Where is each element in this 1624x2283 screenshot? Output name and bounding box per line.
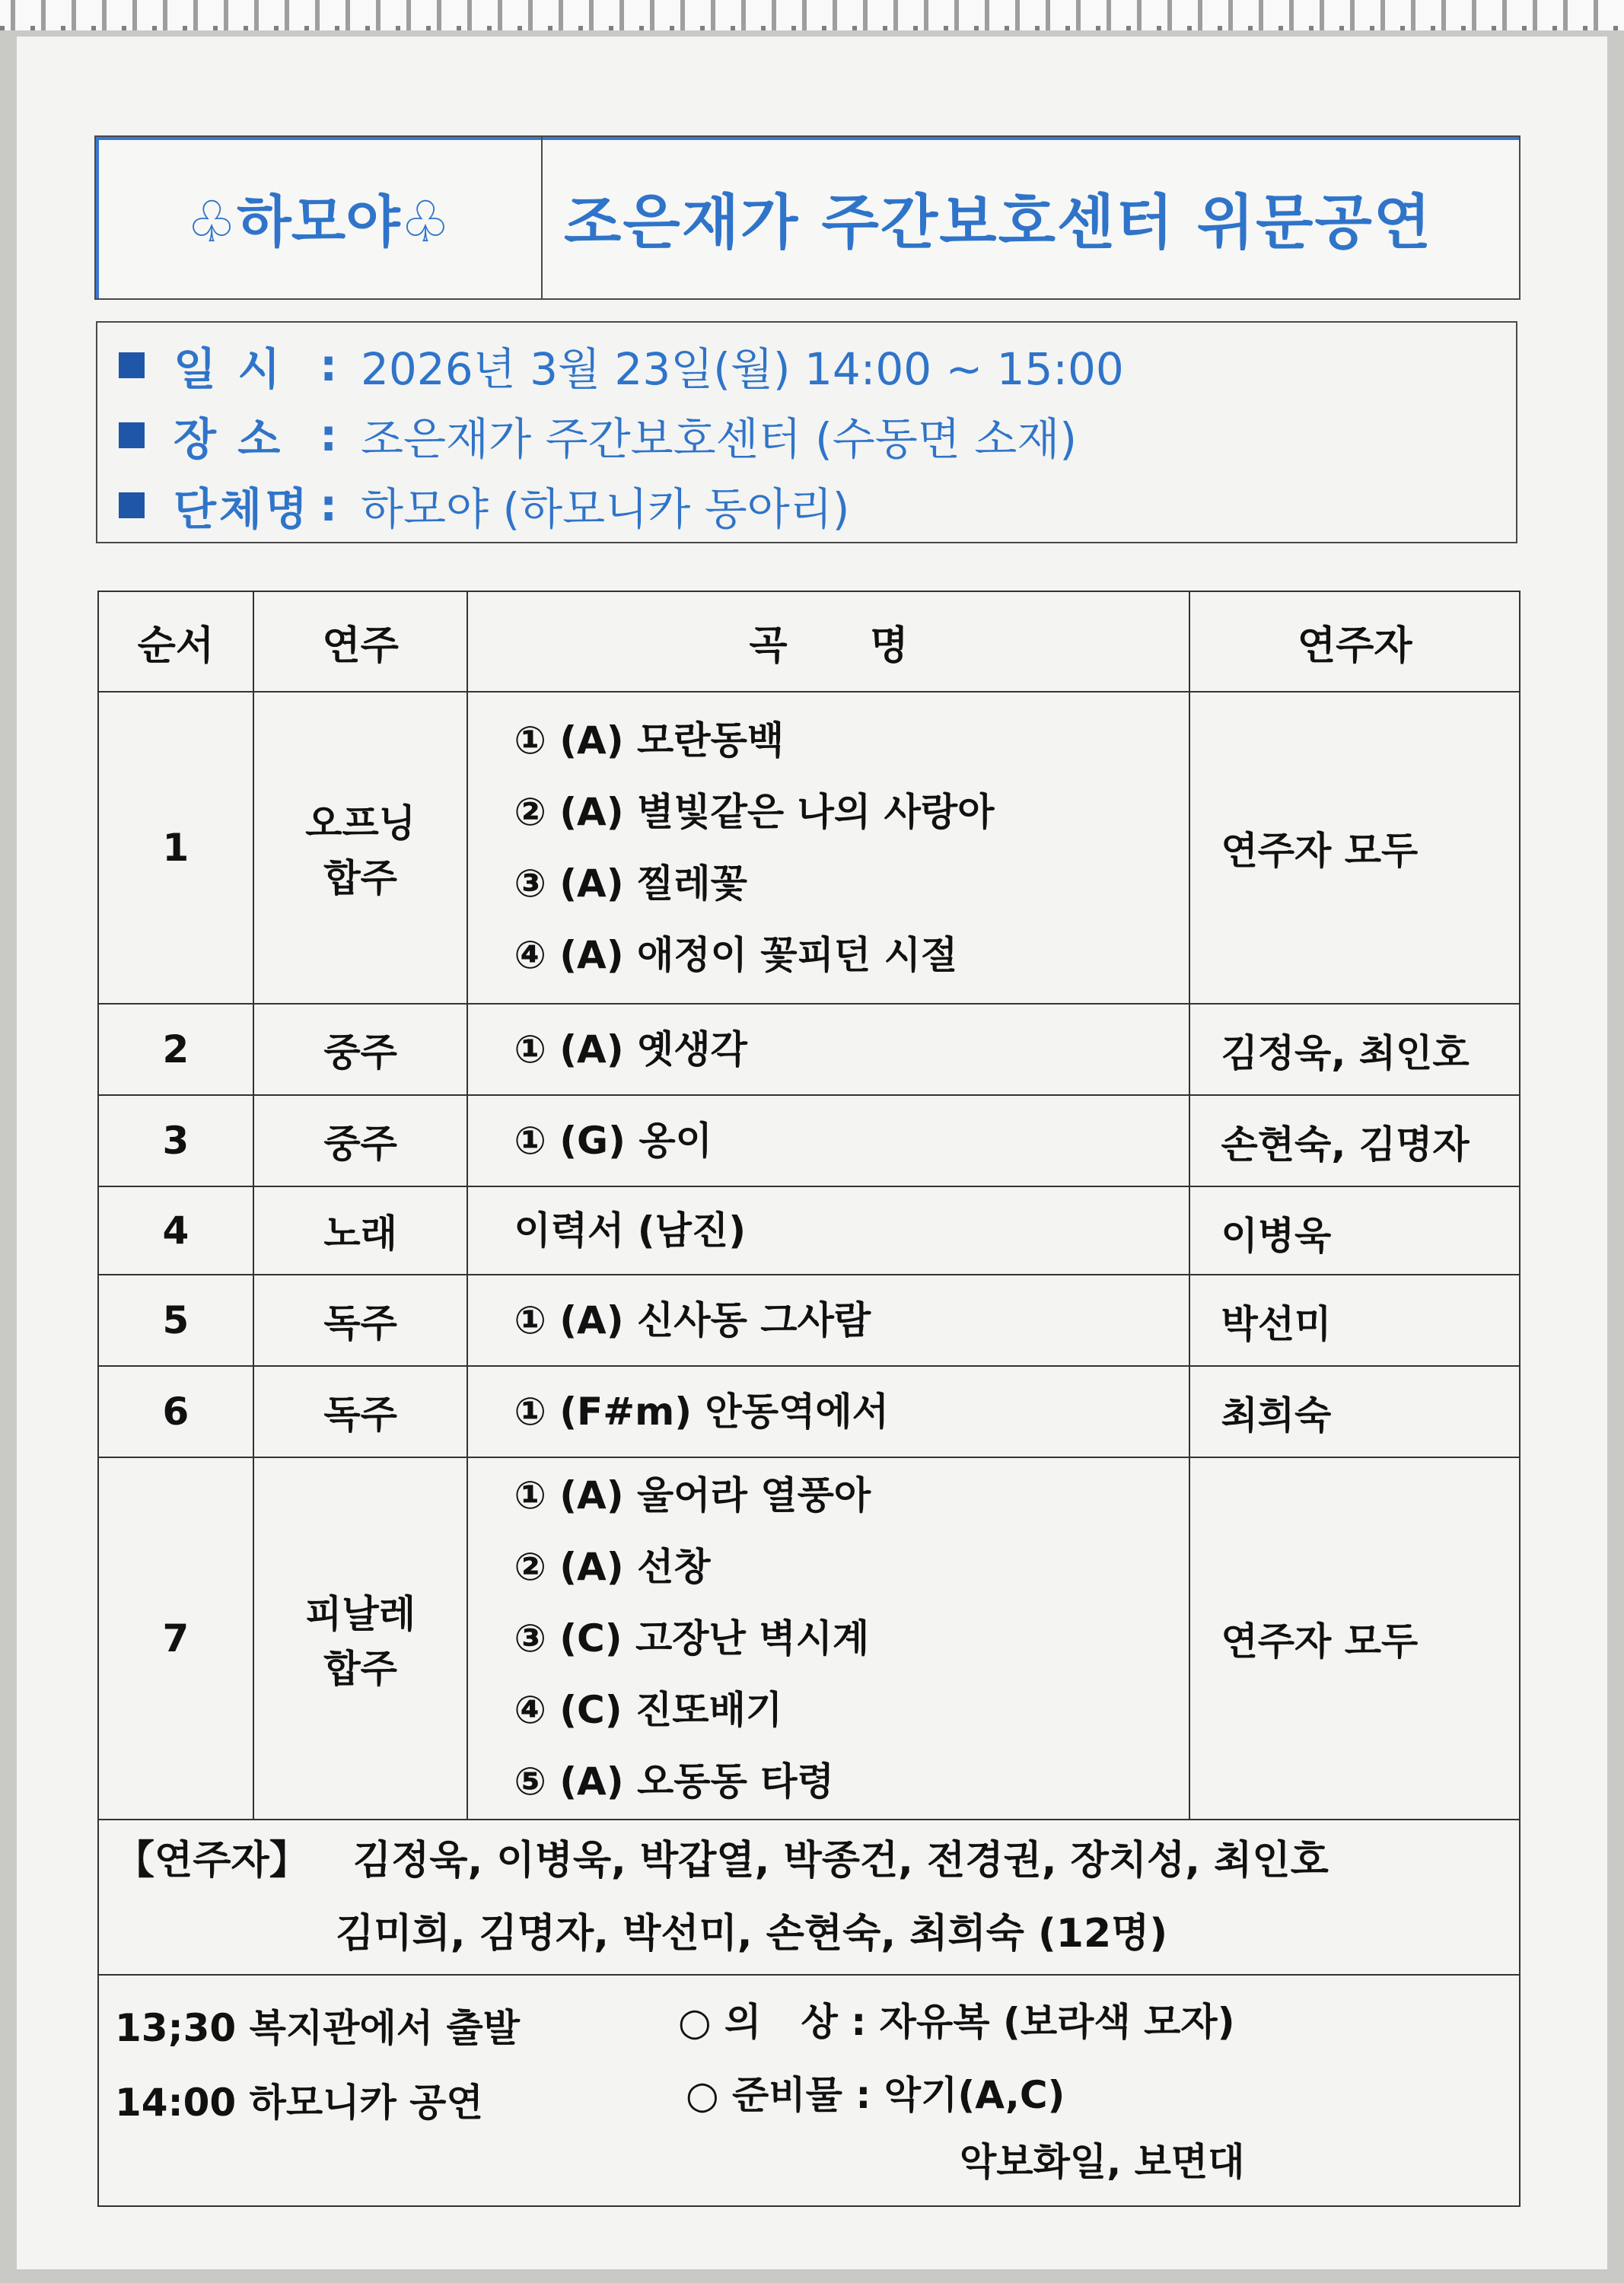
perform-line: 합주 [323, 1647, 397, 1691]
row-perform: 독주 [253, 1366, 468, 1457]
spiral-binding [0, 0, 1624, 30]
row-order: 6 [98, 1366, 253, 1457]
table-row [98, 1004, 1520, 1095]
row-perform: 독주 [253, 1275, 468, 1366]
table-row [98, 692, 1520, 1004]
header-order: 순서 [98, 591, 253, 692]
bullet-square-icon [119, 492, 145, 518]
note-dress: ○ 의 상 : 자유복 (보라색 모자) [678, 2000, 1235, 2044]
song-item: ① (A) 울어라 열풍아 [514, 1473, 871, 1517]
performers-names: 김정욱, 이병욱, 박갑열, 박종건, 전경권, 장치성, 최인호 [352, 1838, 1329, 1883]
row-songs [467, 1275, 1189, 1366]
performers-line2: 김미희, 김명자, 박선미, 손현숙, 최희숙 (12명) [336, 1911, 1168, 1957]
row-order: 4 [98, 1186, 253, 1275]
info-label: 단체명 [174, 483, 311, 535]
perform-line: 오프닝 [305, 801, 416, 845]
song-item: ⑤ (A) 오동동 타령 [514, 1759, 834, 1804]
notes-row [98, 1975, 1520, 2206]
song-item: ① (F#m) 안동역에서 [514, 1390, 889, 1434]
bullet-square-icon [119, 352, 145, 378]
song-item: ① (G) 옹이 [514, 1119, 712, 1163]
row-perform: 노래 [253, 1186, 468, 1275]
row-perform [253, 1457, 468, 1820]
row-perform: 중주 [253, 1004, 468, 1095]
info-row-place [97, 400, 1516, 470]
note-prep2: 악보화일, 보면대 [960, 2140, 1245, 2184]
song-item: ① (A) 옛생각 [514, 1027, 747, 1071]
notes-cell [98, 1975, 1520, 2206]
header-song: 곡 명 [467, 591, 1189, 692]
song-item: ① (A) 신사동 그사람 [514, 1298, 871, 1342]
info-value: 조은재가 주간보호센터 (수동면 소재) [361, 413, 1077, 465]
perform-line: 합주 [323, 856, 397, 900]
header-box [94, 135, 1521, 300]
song-item: ④ (C) 진또배기 [514, 1688, 783, 1732]
row-order: 3 [98, 1095, 253, 1186]
page-title: 조은재가 주간보호센터 위문공연 [564, 189, 1433, 257]
info-value: 2026년 3월 23일(월) 14:00 ~ 15:00 [361, 343, 1124, 395]
row-player: 손현숙, 김명자 [1189, 1095, 1520, 1186]
row-songs [467, 1186, 1189, 1275]
table-row [98, 1095, 1520, 1186]
info-value: 하모야 (하모니카 동아리) [361, 483, 850, 535]
table-header-row [98, 591, 1520, 692]
row-order: 2 [98, 1004, 253, 1095]
row-perform: 중주 [253, 1095, 468, 1186]
colon: : [320, 479, 338, 531]
performers-label: 【연주자】 [115, 1838, 309, 1883]
row-player: 연주자 모두 [1189, 1457, 1520, 1820]
header-player: 연주자 [1189, 591, 1520, 692]
note-prep: ○ 준비물 : 악기(A,C) [686, 2073, 1065, 2117]
event-info-box [96, 321, 1517, 543]
table-row [98, 1186, 1520, 1275]
performers-row [98, 1820, 1520, 1975]
table-row [98, 1366, 1520, 1457]
song-item: ② (A) 별빛같은 나의 사랑아 [514, 790, 995, 834]
bullet-square-icon [119, 422, 145, 448]
row-perform [253, 692, 468, 1004]
program-table [97, 591, 1521, 2207]
row-player: 이병욱 [1189, 1186, 1520, 1275]
row-songs [467, 1004, 1189, 1095]
colon: : [320, 339, 338, 391]
info-label: 장 소 [174, 413, 284, 465]
song-item: ③ (C) 고장난 벽시계 [514, 1616, 870, 1661]
group-logo: ♧하모야♧ [96, 137, 543, 298]
row-order: 7 [98, 1457, 253, 1820]
info-row-group [97, 470, 1516, 540]
table-row [98, 1275, 1520, 1366]
song-item: ④ (A) 애정이 꽃피던 시절 [514, 933, 958, 977]
perform-line: 피날레 [305, 1592, 416, 1636]
song-item: ② (A) 선창 [514, 1545, 711, 1589]
song-item: ① (A) 모란동백 [514, 718, 785, 763]
colon: : [320, 409, 338, 461]
row-songs [467, 692, 1189, 1004]
info-label: 일 시 [174, 343, 284, 395]
row-songs [467, 1366, 1189, 1457]
header-perform: 연주 [253, 591, 468, 692]
row-player: 최희숙 [1189, 1366, 1520, 1457]
song-item: ③ (A) 찔레꽃 [514, 861, 747, 906]
table-row [98, 1457, 1520, 1820]
row-player: 박선미 [1189, 1275, 1520, 1366]
song-item: 이력서 (남진) [514, 1208, 747, 1253]
note-depart: 13;30 복지관에서 출발 [115, 2006, 521, 2050]
row-songs [467, 1095, 1189, 1186]
note-show: 14:00 하모니카 공연 [115, 2081, 483, 2125]
row-order: 5 [98, 1275, 253, 1366]
row-player: 연주자 모두 [1189, 692, 1520, 1004]
performers-cell [98, 1820, 1520, 1975]
info-row-date [97, 330, 1516, 400]
performers-line1 [115, 1824, 1518, 1897]
row-songs [467, 1457, 1189, 1820]
row-player: 김정욱, 최인호 [1189, 1004, 1520, 1095]
row-order: 1 [98, 692, 253, 1004]
